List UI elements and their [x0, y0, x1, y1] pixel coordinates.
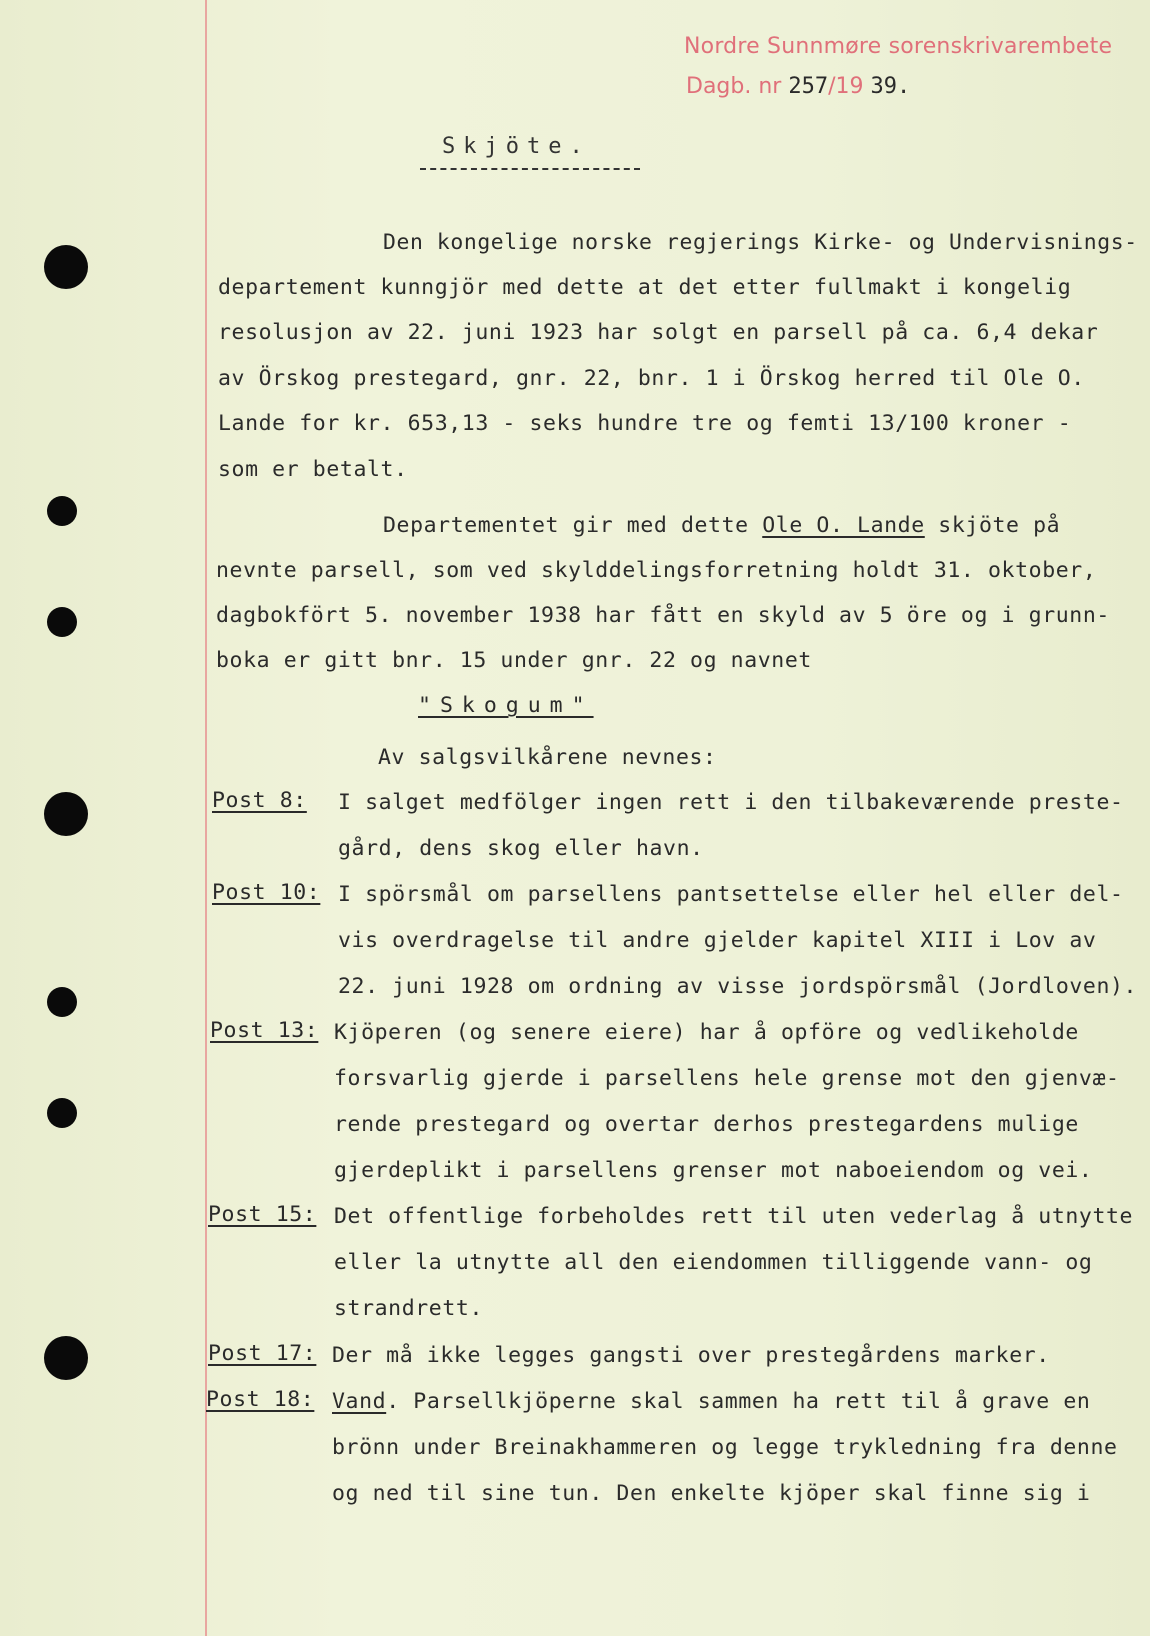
- text-line: Den kongelige norske regjerings Kirke- og Undervisnings-: [383, 230, 1138, 255]
- text-line: 22. juni 1928 om ordning av visse jordspörsmål (Jordloven).: [338, 974, 1138, 999]
- journal-prefix: Dagb. nr: [686, 74, 782, 99]
- post-15-label: Post 15:: [208, 1202, 317, 1227]
- post-label: [212, 880, 320, 905]
- terms-intro: Av salgsvilkårene nevnes:: [378, 745, 717, 770]
- post-18-label: Post 18:: [206, 1387, 315, 1412]
- text-line: gård, dens skog eller havn.: [338, 836, 704, 861]
- punch-hole: [47, 607, 77, 637]
- punch-hole: [44, 1336, 88, 1380]
- text-segment: Departementet gir med dette: [383, 513, 763, 538]
- text-line: forsvarlig gjerde i parsellens hele grense mot den gjenvæ-: [334, 1066, 1120, 1091]
- post-17-label: Post 17:: [208, 1341, 317, 1366]
- punch-hole: [47, 1098, 77, 1128]
- text-line: Det offentlige forbeholdes rett til uten vederlag å utnytte: [334, 1204, 1134, 1229]
- post-label: [206, 1387, 314, 1412]
- punch-hole: [44, 245, 88, 289]
- text-segment: . Parsellkjöperne skal sammen ha rett til å grave en: [386, 1389, 1091, 1414]
- text-line: og ned til sine tun. Den enkelte kjöper skal finne sig i: [332, 1481, 1091, 1506]
- punch-hole: [47, 987, 77, 1017]
- text-line: resolusjon av 22. juni 1923 har solgt en parsell på ca. 6,4 dekar: [218, 320, 1099, 345]
- text-line: Kjöperen (og senere eiere) har å opföre og vedlikeholde: [334, 1020, 1079, 1045]
- text-line: gjerdeplikt i parsellens grenser mot naboeiendom og vei.: [334, 1158, 1093, 1183]
- text-line: boka er gitt bnr. 15 under gnr. 22 og navnet: [216, 648, 812, 673]
- text-line: [383, 513, 1060, 538]
- text-line: eller la utnytte all den eiendommen tilliggende vann- og: [334, 1250, 1093, 1275]
- text-line: som er betalt.: [218, 457, 408, 482]
- text-line: av Örskog prestegard, gnr. 22, bnr. 1 i Örskog herred til Ole O.: [218, 366, 1085, 391]
- post-8-label: Post 8:: [212, 788, 307, 813]
- punch-hole: [47, 496, 77, 526]
- text-line: dagbokfört 5. november 1938 har fått en skyld av 5 öre og i grunn-: [216, 603, 1110, 628]
- title-underline: [420, 168, 640, 170]
- text-line: [332, 1389, 1090, 1414]
- post-13-label: Post 13:: [210, 1018, 319, 1043]
- document-title: Skjöte.: [442, 134, 591, 159]
- punch-hole: [44, 792, 88, 836]
- text-line: rende prestegard og overtar derhos prestegardens mulige: [334, 1112, 1079, 1137]
- text-line: Lande for kr. 653,13 - seks hundre tre og femti 13/100 kroner -: [218, 411, 1072, 436]
- text-line: brönn under Breinakhammeren og legge trykledning fra denne: [332, 1435, 1118, 1460]
- farm-name: "Skogum": [418, 693, 594, 718]
- text-line: nevnte parsell, som ved skylddelingsforretning holdt 31. oktober,: [216, 558, 1097, 583]
- post-label: [212, 788, 307, 813]
- journal-number-stamp: [686, 74, 910, 99]
- post-label: [208, 1341, 316, 1366]
- journal-number: 257: [788, 74, 829, 99]
- buyer-name: Ole O. Lande: [762, 513, 925, 538]
- text-line: I salget medfölger ingen rett i den tilbakeværende preste-: [338, 790, 1124, 815]
- post-label: [208, 1202, 316, 1227]
- vand-heading: Vand: [332, 1389, 387, 1414]
- journal-year: 39.: [870, 74, 911, 99]
- journal-year-prefix: /19: [828, 74, 864, 99]
- text-line: I spörsmål om parsellens pantsettelse eller hel eller del-: [338, 882, 1124, 907]
- post-10-label: Post 10:: [212, 880, 321, 905]
- text-line: strandrett.: [334, 1296, 483, 1321]
- text-line: vis overdragelse til andre gjelder kapitel XIII i Lov av: [338, 928, 1097, 953]
- office-stamp: Nordre Sunnmøre sorenskrivarembete: [684, 34, 1113, 59]
- post-label: [210, 1018, 318, 1043]
- text-line: Der må ikke legges gangsti over prestegårdens marker.: [332, 1343, 1050, 1368]
- text-line: departement kunngjör med dette at det etter fullmakt i kongelig: [218, 275, 1072, 300]
- text-segment: skjöte på: [924, 513, 1061, 538]
